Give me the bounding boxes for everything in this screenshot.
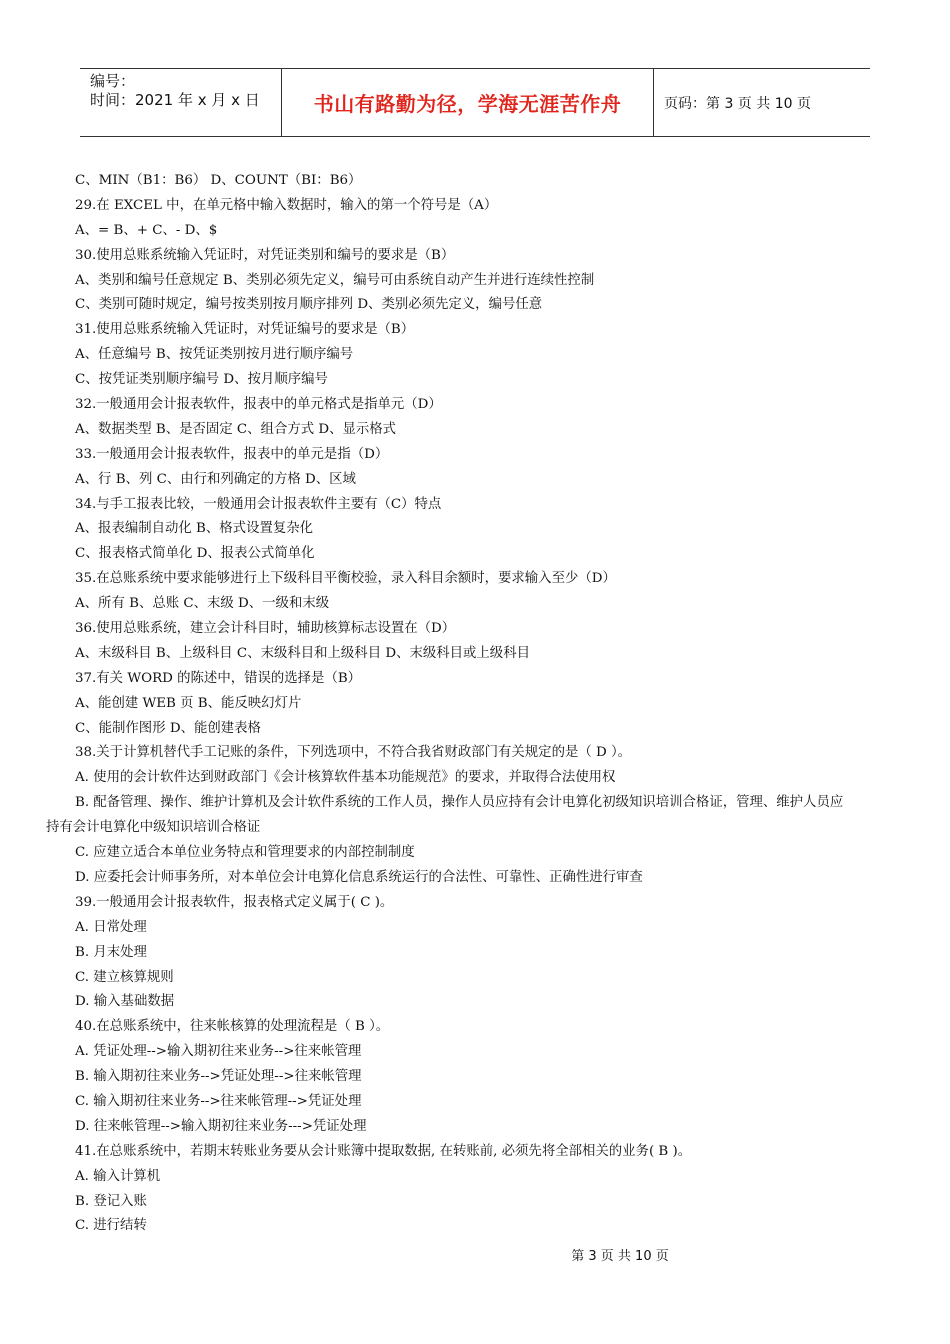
question-36: 36.使用总账系统，建立会计科目时，辅助核算标志设置在（D） — [75, 621, 456, 637]
document-number: 编号： — [90, 72, 136, 90]
header-page-cell — [654, 69, 870, 136]
footer-page-number: 第 3 页 共 10 页 — [571, 1249, 669, 1264]
question-32: 32.一般通用会计报表软件，报表中的单元格式是指单元（D） — [75, 397, 442, 413]
text-line: B. 输入期初往来业务-->凭证处理-->往来帐管理 — [75, 1069, 362, 1085]
text-line: D. 输入基础数据 — [75, 994, 175, 1010]
question-37: 37.有关 WORD 的陈述中，错误的选择是（B） — [75, 670, 362, 686]
text-line: A、末级科目 B、上级科目 C、末级科目和上级科目 D、末级科目或上级科目 — [75, 645, 530, 661]
text-line: B. 月末处理 — [75, 944, 147, 960]
page-header — [80, 68, 870, 137]
question-30: 30.使用总账系统输入凭证时，对凭证类别和编号的要求是（B） — [75, 247, 455, 263]
header-motto-cell — [282, 69, 654, 136]
text-line: B. 登记入账 — [75, 1193, 147, 1209]
page-code: 页码：第 3 页 共 10 页 — [664, 95, 811, 112]
question-35: 35.在总账系统中要求能够进行上下级科目平衡校验，录入科目余额时，要求输入至少（D） — [75, 571, 616, 587]
document-date: 时间：2021 年 x 月 x 日 — [90, 91, 260, 109]
text-line: 持有会计电算化中级知识培训合格证 — [46, 820, 261, 836]
text-line: A. 输入计算机 — [75, 1168, 161, 1184]
question-31: 31.使用总账系统输入凭证时，对凭证编号的要求是（B） — [75, 322, 415, 338]
text-line: A、任意编号 B、按凭证类别按月进行顺序编号 — [75, 347, 354, 363]
text-line: C、类别可随时规定，编号按类别按月顺序排列 D、类别必须先定义，编号任意 — [75, 297, 543, 313]
question-39: 39.一般通用会计报表软件，报表格式定义属于( C )。 — [75, 894, 394, 910]
text-line: C、按凭证类别顺序编号 D、按月顺序编号 — [75, 372, 328, 388]
text-line: C. 进行结转 — [75, 1218, 147, 1234]
page-footer — [0, 1245, 950, 1264]
text-line: A、类别和编号任意规定 B、类别必须先定义，编号可由系统自动产生并进行连续性控制 — [75, 272, 595, 288]
text-line: C、报表格式简单化 D、报表公式简单化 — [75, 546, 315, 562]
text-line: C. 输入期初往来业务-->往来帐管理-->凭证处理 — [75, 1093, 362, 1109]
motto-text: 书山有路勤为径，学海无涯苦作舟 — [313, 92, 622, 116]
text-line: A、能创建 WEB 页 B、能反映幻灯片 — [75, 695, 302, 711]
text-line: C. 建立核算规则 — [75, 969, 174, 985]
document-body — [0, 169, 950, 1239]
text-line: C、MIN（B1：B6） D、COUNT（BI：B6） — [75, 173, 362, 188]
text-line: C. 应建立适合本单位业务特点和管理要求的内部控制制度 — [75, 845, 415, 861]
question-33: 33.一般通用会计报表软件，报表中的单元是指（D） — [75, 446, 389, 462]
text-line: C、能制作图形 D、能创建表格 — [75, 720, 261, 736]
question-38: 38.关于计算机替代手工记账的条件，下列选项中，不符合我省财政部门有关规定的是（ D ）。 — [75, 745, 632, 761]
text-line: A. 凭证处理-->输入期初往来业务-->往来帐管理 — [75, 1044, 362, 1060]
text-line: A、= B、+ C、- D、$ — [75, 222, 218, 238]
header-info-cell — [80, 69, 282, 136]
text-line: A、报表编制自动化 B、格式设置复杂化 — [75, 521, 314, 537]
text-line: A. 使用的会计软件达到财政部门《会计核算软件基本功能规范》的要求，并取得合法使用权 — [75, 770, 616, 786]
text-line: B. 配备管理、操作、维护计算机及会计软件系统的工作人员，操作人员应持有会计电算化初级知识培训合格证，管理、维护人员应 — [75, 795, 844, 811]
question-40: 40.在总账系统中，往来帐核算的处理流程是（ B ）。 — [75, 1019, 390, 1035]
text-line: D. 应委托会计师事务所，对本单位会计电算化信息系统运行的合法性、可靠性、正确性进行审查 — [75, 869, 643, 885]
text-line: A. 日常处理 — [75, 919, 147, 935]
text-line: A、数据类型 B、是否固定 C、组合方式 D、显示格式 — [75, 421, 397, 437]
text-line: A、行 B、列 C、由行和列确定的方格 D、区域 — [75, 471, 356, 487]
text-line: D. 往来帐管理-->输入期初往来业务--->凭证处理 — [75, 1118, 367, 1134]
text-line: A、所有 B、总账 C、末级 D、一级和末级 — [75, 596, 330, 612]
question-29: 29.在 EXCEL 中，在单元格中输入数据时，输入的第一个符号是（A） — [75, 197, 498, 213]
question-34: 34.与手工报表比较，一般通用会计报表软件主要有（C）特点 — [75, 496, 442, 512]
question-41: 41.在总账系统中，若期末转账业务要从会计账簿中提取数据, 在转账前, 必须先将全部相关的业务( B )。 — [75, 1143, 692, 1159]
